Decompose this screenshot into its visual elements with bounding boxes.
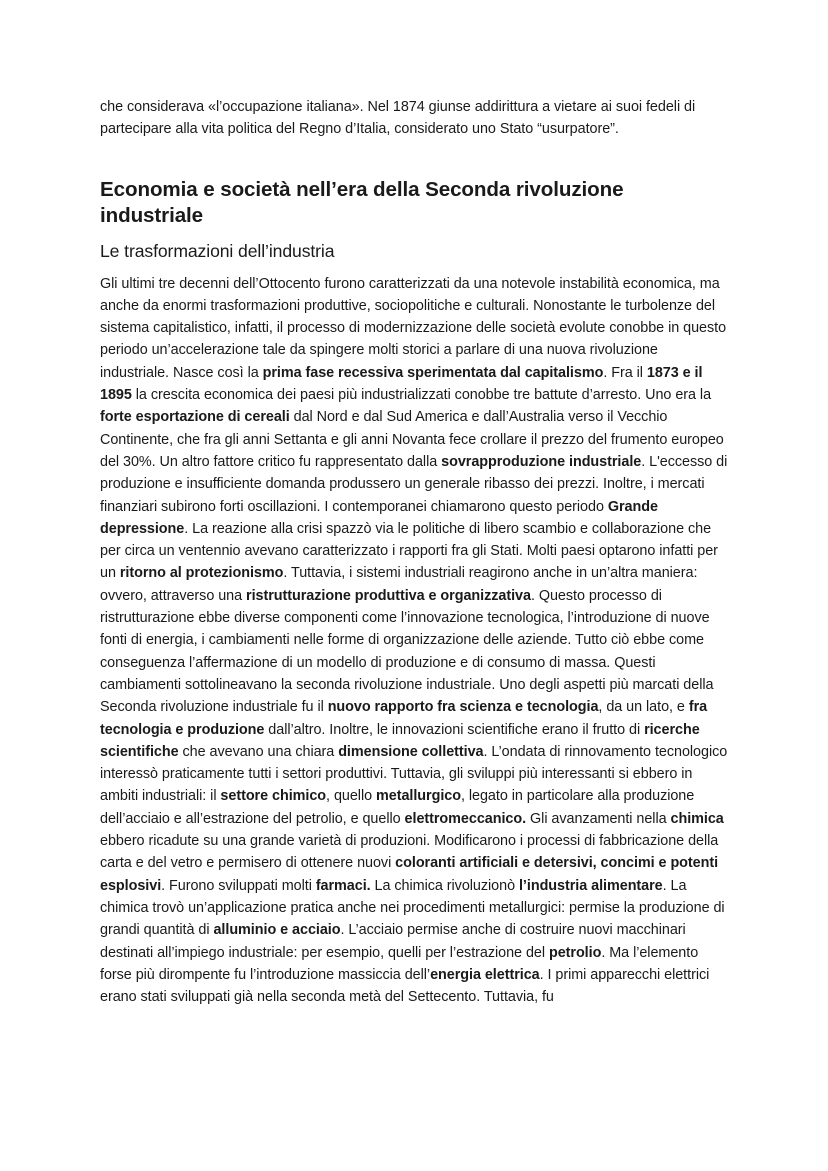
text-run: la crescita economica dei paesi più industrializzati conobbe tre battute d’arresto. Uno era la: [131, 387, 712, 404]
bold-text-run: prima fase recessiva sperimentata dal capitalismo: [262, 364, 604, 381]
bold-text-run: petrolio: [548, 944, 602, 961]
bold-text-run: forte esportazione di cereali: [100, 409, 290, 426]
text-run: , legato in particolare alla produzione dell’acciaio e all’estrazione del petrolio, e quello: [100, 788, 695, 827]
text-run: , quello: [326, 788, 376, 805]
section-heading: Economia e società nell’era della Seconda rivoluzione industriale: [100, 177, 624, 227]
bold-text-run: energia elettrica: [430, 966, 540, 983]
bold-text-run: sovrapproduzione industriale: [441, 453, 642, 470]
bold-text-run: ricerche scientifiche: [100, 721, 700, 760]
intro-paragraph: [100, 96, 730, 141]
text-run: che avevano una chiara: [178, 743, 339, 760]
text-run: La chimica rivoluzionò: [370, 877, 519, 894]
bold-text-run: settore chimico: [220, 788, 327, 805]
text-run: . La reazione alla crisi spazzò via le politiche di libero scambio e collaborazione che per circa un ventennio avevano caratterizzato i rapporti fra gli Stati. Molti paesi optarono infatti per un: [100, 520, 718, 582]
bold-text-run: chimica: [670, 810, 724, 827]
text-run: , da un lato, e: [598, 699, 689, 716]
bold-text-run: alluminio e acciaio: [213, 922, 341, 939]
text-run: . Ma l’elemento forse più dirompente fu l’introduzione massiccia dell’: [100, 944, 699, 983]
bold-text-run: ristrutturazione produttiva e organizzativa: [246, 587, 531, 604]
text-run: dal Nord e dal Sud America e dall’Australia verso il Vecchio Continente, che fra gli anni Settanta e gli anni Novanta fece crollare il prezzo del frumento europeo del 30%. Un altro fattore critico fu rappresentato dalla: [100, 409, 724, 470]
text-run: . La chimica trovò un’applicazione pratica anche nei procedimenti metallurgici: permise la produzione di grandi quantità di: [100, 877, 725, 939]
text-run: . Furono sviluppati molti: [161, 877, 316, 894]
text-run: . Tuttavia, i sistemi industriali reagirono anche in un’altra maniera: ovvero, attraverso una: [100, 565, 698, 604]
text-run: . L'eccesso di produzione e insufficiente domanda produssero un generale ribasso dei prezzi. Inoltre, i mercati finanziari subirono forti oscillazioni. I contemporanei chiamarono questo periodo: [100, 453, 728, 515]
text-run: . Questo processo di ristrutturazione ebbe diverse componenti come l’innovazione tecnologica, l’introduzione di nuove fonti di energia, i cambiamenti nelle forme di organizzazione delle aziende. Tutto ciò ebbe come conseguenza l’affermazione di un modello di produzione e di consumo di massa. Questi cambiamenti sottolineavano la seconda rivoluzione industriale. Uno degli aspetti più marcati della Seconda rivoluzione industriale fu il: [100, 587, 714, 716]
bold-text-run: dimensione collettiva: [338, 743, 484, 760]
bold-text-run: fra tecnologia e produzione: [100, 699, 708, 738]
bold-text-run: 1873 e il 1895: [100, 364, 703, 404]
bold-text-run: nuovo rapporto fra scienza e tecnologia: [327, 699, 599, 716]
bold-text-run: elettromeccanico.: [404, 810, 527, 827]
text-run: . L’ondata di rinnovamento tecnologico interessò praticamente tutti i settori produttivi. Tuttavia, gli sviluppi più interessanti si ebbero in ambiti industriali: il: [100, 743, 728, 805]
text-run: dall’altro. Inoltre, le innovazioni scientifiche erano il frutto di: [264, 721, 645, 738]
bold-text-run: ritorno al protezionismo: [119, 565, 284, 582]
body-paragraph: [100, 273, 730, 1009]
document-page: [100, 96, 730, 1008]
text-run: che considerava «l’occupazione italiana». Nel 1874 giunse addirittura a vietare ai suoi fedeli di partecipare alla vita politica del Regno d’Italia, considerato uno Stato “usurpatore”.: [100, 99, 696, 138]
text-run: Gli avanzamenti nella: [526, 810, 671, 827]
bold-text-run: coloranti artificiali e detersivi, concimi e potenti esplosivi: [100, 855, 719, 894]
text-run: . Fra il: [603, 364, 647, 381]
subheading: Le trasformazioni dell’industria: [100, 240, 335, 261]
bold-text-run: Grande depressione: [100, 498, 658, 537]
bold-text-run: farmaci.: [315, 877, 371, 894]
bold-text-run: l’industria alimentare: [518, 877, 663, 894]
bold-text-run: metallurgico: [376, 788, 461, 805]
text-run: Gli ultimi tre decenni dell’Ottocento furono caratterizzati da una notevole instabilità economica, ma anche da enormi trasformazioni produttive, sociopolitiche e culturali. Nonostante le turbolenze del sistema capitalistico, infatti, il processo di modernizzazione delle società evolute conobbe in questo periodo un’accelerazione tale da spingere molti storici a parlare di una nuova rivoluzione industriale. Nasce così la: [100, 275, 727, 381]
text-run: ebbero ricadute su una grande varietà di produzioni. Modificarono i processi di fabbricazione della carta e del vetro e permisero di ottenere nuovi: [100, 833, 719, 872]
text-run: . L’acciaio permise anche di costruire nuovi macchinari destinati all’impiego industriale: per esempio, quelli per l’estrazione del: [100, 922, 686, 961]
text-run: . I primi apparecchi elettrici erano stati sviluppati già nella seconda metà del Settecento. Tuttavia, fu: [100, 966, 710, 1006]
